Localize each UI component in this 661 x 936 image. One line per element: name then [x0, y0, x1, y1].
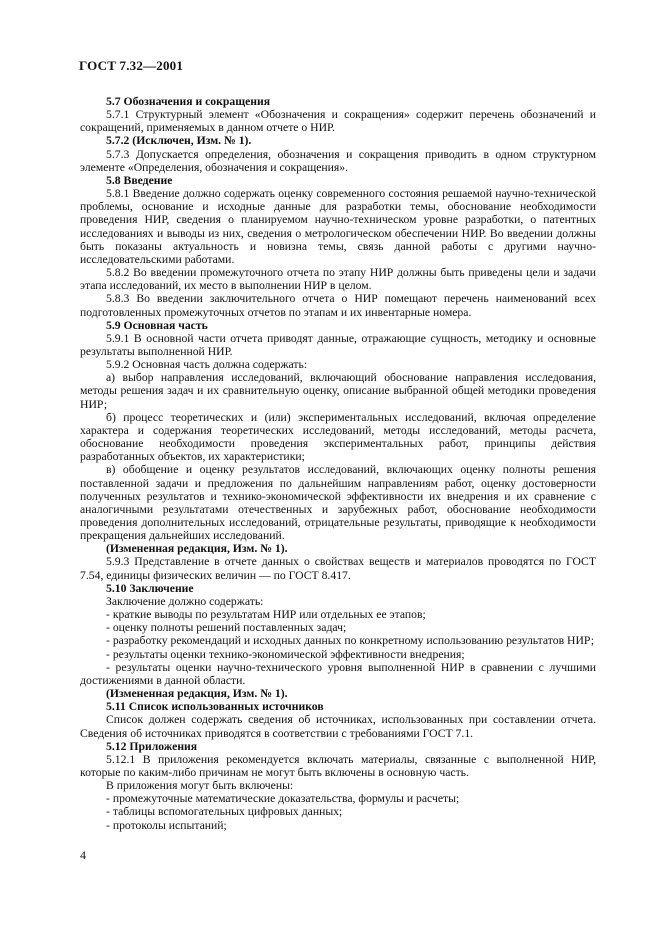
paragraph: - протоколы испытаний;: [106, 818, 227, 832]
paragraph: - оценку полноты решений поставленных задач;: [106, 621, 347, 635]
paragraph: - таблицы вспомогательных цифровых данных;: [106, 805, 343, 819]
paragraph: 5.8.2 Во введении промежуточного отчета по этапу НИР должны быть приведены цели и задачи этапа исследований, их место в выполнении НИР в целом.: [80, 266, 596, 293]
paragraph: 5.9.2 Основная часть должна содержать:: [106, 358, 308, 372]
paragraph: (Измененная редакция, Изм. № 1).: [106, 687, 288, 701]
paragraph: 5.8.1 Введение должно содержать оценку современного состояния решаемой научно-технической проблемы, основание и исходные данные для разработки темы, обоснование необходимости проведения НИР, сведения о планируемом научно-техническом уровне разработки, о патентных исследованиях и выводы из них, сведения о метрологическом обеспечении НИР. Во введении должны быть показаны актуальность и новизна темы, связь данной работы с другими научно-исследовательскими работами.: [80, 187, 596, 266]
document-header: ГОСТ 7.32—2001: [79, 58, 184, 73]
paragraph: Список должен содержать сведения об источниках, использованных при составлении отчета. Сведения об источниках приводятся в соответствии с требованиями ГОСТ 7.1.: [80, 713, 596, 740]
paragraph: - разработку рекомендаций и исходных данных по конкретному использованию результатов НИР;: [106, 634, 595, 648]
paragraph: - результаты оценки научно-технического уровня выполненной НИР в сравнении с лучшими достижениями в данной области.: [80, 660, 596, 687]
paragraph: 5.7.1 Структурный элемент «Обозначения и сокращения» содержит перечень обозначений и сокращений, применяемых в данном отчете о НИР.: [80, 108, 596, 135]
paragraph: (Измененная редакция, Изм. № 1).: [106, 542, 288, 556]
paragraph: а) выбор направления исследований, включающий обоснование направления исследования, методы решения задач и их сравнительную оценку, описание выбранной общей методики проведения НИР;: [80, 371, 596, 411]
paragraph: 5.7.3 Допускается определения, обозначения и сокращения приводить в одном структурном элементе «Определения, обозначения и сокращения».: [80, 147, 596, 174]
section-heading: 5.11 Список использованных источников: [106, 700, 324, 714]
paragraph: - краткие выводы по результатам НИР или отдельных ее этапов;: [106, 608, 426, 622]
section-heading: 5.7 Обозначения и сокращения: [106, 95, 271, 108]
paragraph: Заключение должно содержать:: [106, 594, 264, 608]
paragraph: 5.12.1 В приложения рекомендуется включать материалы, связанные с выполненной НИР, которые по каким-либо причинам не могут быть включены в основную часть.: [80, 752, 596, 779]
paragraph: 5.7.2 (Исключен, Изм. № 1).: [106, 134, 252, 148]
section-heading: 5.12 Приложения: [106, 739, 198, 753]
paragraph: 5.9.3 Представление в отчете данных о свойствах веществ и материалов проводятся по ГОСТ 7.54, единицы физических величин — по ГОСТ 8.417.: [80, 555, 596, 582]
document-body: [80, 95, 596, 832]
section-heading: 5.9 Основная часть: [106, 318, 208, 332]
paragraph: - результаты оценки технико-экономической эффективности внедрения;: [106, 647, 465, 661]
page-number: 4: [80, 848, 86, 862]
paragraph: б) процесс теоретических и (или) экспериментальных исследований, включая определение характера и содержания теоретических исследований, методы исследований, методы расчета, обоснование необходимости проведения экспериментальных работ, принципы действия разработанных объектов, их характеристики;: [80, 410, 596, 464]
paragraph: в) обобщение и оценку результатов исследований, включающих оценку полноты решения поставленной задачи и предложения по дальнейшим направлениям работ, оценку достоверности полученных результатов и технико-экономической эффективности их внедрения и их сравнение с аналогичными результатами отечественных и зарубежных работ, обоснование необходимости проведения дополнительных исследований, отрицательные результаты, приводящие к необходимости прекращения дальнейших исследований.: [80, 463, 596, 543]
section-heading: 5.10 Заключение: [106, 581, 194, 595]
paragraph: - промежуточные математические доказательства, формулы и расчеты;: [106, 792, 460, 806]
paragraph: 5.9.1 В основной части отчета приводят данные, отражающие сущность, методику и основные результаты выполненной НИР.: [80, 331, 596, 358]
section-heading: 5.8 Введение: [106, 173, 173, 187]
paragraph: В приложения могут быть включены:: [106, 779, 294, 793]
paragraph: 5.8.3 Во введении заключительного отчета о НИР помещают перечень наименований всех подготовленных промежуточных отчетов по этапам и их инвентарные номера.: [80, 292, 596, 319]
